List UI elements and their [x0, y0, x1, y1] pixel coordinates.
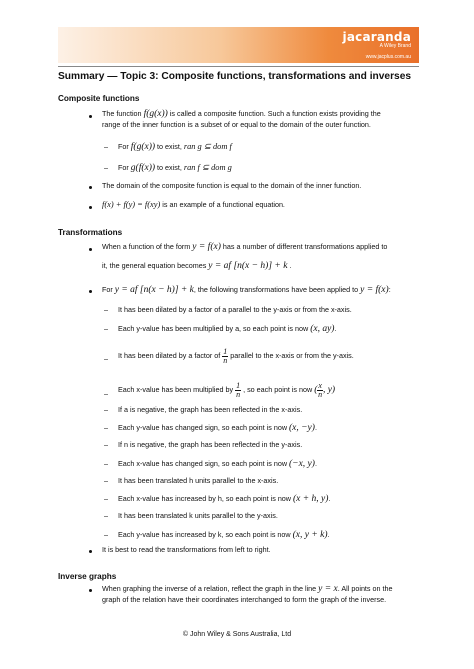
transform-item: If a is negative, the graph has been reflected in the x-axis.: [118, 405, 303, 414]
dash-marker: –: [104, 476, 108, 485]
math-expression: y = af [n(x − h)] + k: [208, 261, 288, 271]
math-expression: (: [314, 385, 318, 395]
dash-marker: –: [104, 324, 108, 333]
text: , so each point is now: [243, 385, 313, 394]
transform-item: It has been translated h units parallel to the x-axis.: [118, 476, 279, 485]
text: .: [334, 324, 337, 333]
header-banner: [58, 27, 419, 63]
fraction-numerator: 1: [223, 346, 228, 356]
math-expression: ran f ⊆ dom g: [183, 163, 232, 172]
text: Each y-value has increased by k, so each point is now: [118, 530, 291, 539]
bullet: [89, 248, 92, 251]
math-expression: (x + h, y): [293, 494, 329, 504]
brand-logo: [343, 31, 411, 49]
text: it, the general equation becomes: [102, 261, 207, 270]
fraction-denominator: n: [223, 355, 228, 365]
section-heading-transformations: Transformations: [58, 228, 123, 237]
math-expression: y = f(x): [192, 242, 221, 252]
dash-marker: –: [104, 530, 108, 539]
inverse-bullet-1-line2: graph of the relation have their coordinates interchanged to form the graph of the inverse.: [102, 595, 387, 604]
text: to exist,: [157, 163, 182, 172]
text: Each x-value has changed sign, so each point is now: [118, 459, 288, 468]
fraction-denominator: n: [318, 389, 323, 399]
dash-marker: –: [104, 494, 108, 503]
composite-bullet-1-line2: range of the inner function is a subset of or equal to the domain of the outer function.: [102, 120, 371, 129]
text: For: [118, 142, 129, 151]
fraction: [235, 382, 241, 399]
inverse-bullet-1: [102, 584, 393, 594]
bullet: [89, 550, 92, 553]
text: It has been dilated by a factor of: [118, 351, 221, 360]
math-expression: y = f(x): [360, 285, 389, 295]
text: Each y-value has changed sign, so each point is now: [118, 423, 288, 432]
text: . All points on the: [337, 584, 393, 593]
text: has a number of different transformations applied to: [222, 242, 388, 251]
text: .: [327, 530, 330, 539]
transform-item: If n is negative, the graph has been reflected in the y-axis.: [118, 440, 303, 449]
text: is called a composite function. Such a function exists providing the: [169, 109, 381, 118]
composite-sub-2: [118, 163, 232, 173]
math-expression: y = x: [318, 584, 338, 594]
dash-marker: –: [104, 142, 108, 151]
text: parallel to the x-axis or from the y-axis.: [230, 351, 354, 360]
text: The function: [102, 109, 142, 118]
math-expression: g(f(x)): [130, 163, 156, 173]
transform-item: [118, 530, 330, 540]
transform-item: It has been dilated by a factor of a parallel to the y-axis or from the x-axis.: [118, 305, 352, 314]
bullet: [89, 115, 92, 118]
composite-bullet-1: [102, 109, 381, 119]
dash-marker: –: [104, 511, 108, 520]
math-expression: ran g ⊆ dom f: [183, 142, 232, 151]
math-expression: f(x) + f(y) = f(xy): [102, 200, 161, 209]
dash-marker: –: [104, 163, 108, 172]
page-title: Summary — Topic 3: Composite functions, transformations and inverses: [58, 71, 412, 82]
transform-item: It has been translated k units parallel to the y-axis.: [118, 511, 278, 520]
fraction-denominator: n: [236, 389, 241, 399]
fraction: [222, 348, 228, 365]
transform-item: [118, 324, 336, 334]
math-expression: f(g(x)): [143, 109, 168, 119]
bullet: [89, 290, 92, 293]
dash-marker: –: [104, 459, 108, 468]
header-rule: [58, 66, 419, 67]
transform-item: [118, 423, 317, 433]
text: Each y-value has been multiplied by a, so each point is now: [118, 324, 309, 333]
text: Each x-value has increased by h, so each point is now: [118, 494, 291, 503]
transform-bullet-1-line2: [102, 261, 291, 271]
transform-item: [118, 459, 317, 469]
math-expression: (x, y + k): [292, 530, 328, 540]
section-heading-composite: Composite functions: [58, 94, 140, 103]
text: , the following transformations have been applied to: [193, 285, 359, 294]
transform-item: [118, 341, 354, 371]
text: For: [118, 163, 129, 172]
fraction-numerator: x: [318, 380, 322, 390]
composite-bullet-3: [102, 200, 285, 210]
text: When graphing the inverse of a relation, reflect the graph in the line: [102, 584, 317, 593]
math-expression: , y): [322, 385, 336, 395]
text: For: [102, 285, 113, 294]
math-expression: y = af [n(x − h)] + k: [114, 285, 194, 295]
dash-marker: –: [104, 354, 108, 363]
transform-item: [118, 494, 330, 504]
section-heading-inverse: Inverse graphs: [58, 572, 117, 581]
banner-url: www.jacplus.com.au: [365, 54, 411, 60]
text: .: [314, 459, 317, 468]
transform-item: [118, 375, 335, 405]
text: is an example of a functional equation.: [162, 200, 285, 209]
footer-copyright: © John Wiley & Sons Australia, Ltd: [182, 631, 292, 638]
math-expression: (x, −y): [289, 423, 315, 433]
dash-marker: –: [104, 389, 108, 398]
composite-bullet-2: The domain of the composite function is equal to the domain of the inner function.: [102, 181, 362, 190]
dash-marker: –: [104, 423, 108, 432]
bullet: [89, 186, 92, 189]
text: Each x-value has been multiplied by: [118, 385, 234, 394]
math-expression: f(g(x)): [130, 142, 156, 152]
brand-name: jacaranda: [342, 30, 411, 44]
math-expression: (−x, y): [289, 459, 315, 469]
text: :: [388, 285, 391, 294]
fraction-numerator: 1: [236, 380, 241, 390]
dash-marker: –: [104, 305, 108, 314]
math-expression: (x, ay): [310, 324, 335, 334]
text: .: [289, 261, 292, 270]
transform-bullet-3: It is best to read the transformations from left to right.: [102, 545, 271, 554]
brand-subtitle: A Wiley Brand: [379, 43, 411, 49]
dash-marker: –: [104, 440, 108, 449]
dash-marker: –: [104, 405, 108, 414]
transform-bullet-2: [102, 285, 391, 295]
text: .: [328, 494, 331, 503]
text: When a function of the form: [102, 242, 191, 251]
text: to exist,: [157, 142, 182, 151]
text: .: [314, 423, 317, 432]
composite-sub-1: [118, 142, 232, 152]
bullet: [89, 589, 92, 592]
bullet: [89, 206, 92, 209]
transform-bullet-1: [102, 242, 387, 252]
